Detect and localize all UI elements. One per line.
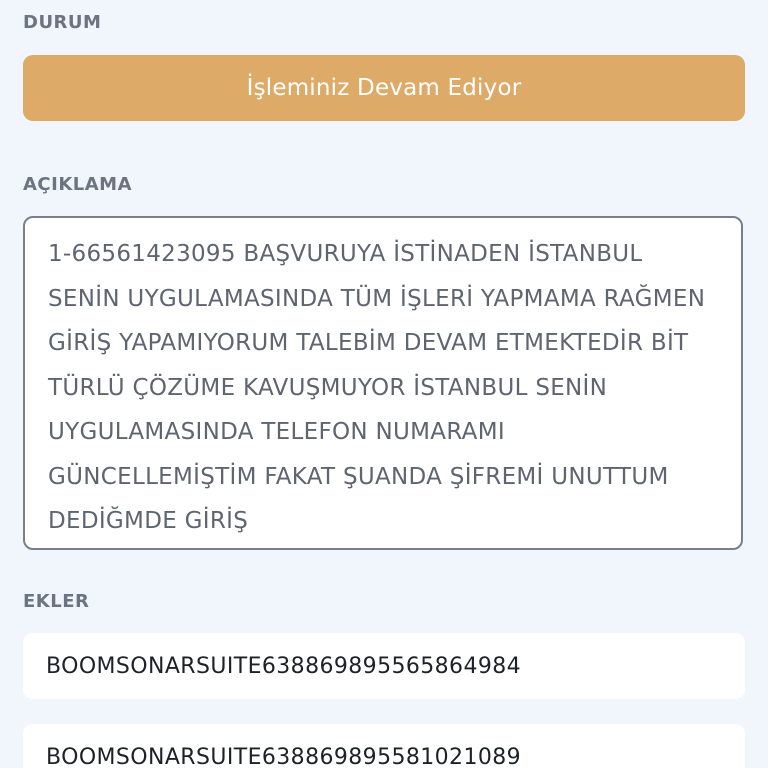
status-value: İşleminiz Devam Ediyor xyxy=(246,75,522,101)
description-section-label: AÇIKLAMA xyxy=(23,174,133,195)
attachment-name: BOOMSONARSUITE638869895581021089 xyxy=(46,744,522,768)
description-textarea[interactable] xyxy=(23,216,743,550)
attachment-item[interactable] xyxy=(23,724,745,768)
attachments-section-label: EKLER xyxy=(23,591,90,612)
status-badge xyxy=(23,55,745,121)
status-section-label: DURUM xyxy=(23,12,102,33)
attachment-name: BOOMSONARSUITE638869895565864984 xyxy=(46,653,522,679)
attachment-item[interactable] xyxy=(23,633,745,699)
description-text: 1-66561423095 BAŞVURUYA İSTİNADEN İSTANBUL SENİN UYGULAMASINDA TÜM İŞLERİ YAPMAMA RAĞMEN GİRİŞ YAPAMIYORUM TALEBİM DEVAM ETMEKTEDİR BİT TÜRLÜ ÇÖZÜME KAVUŞMUYOR İSTANBUL SENİN UYGULAMASINDA TELEFON NUMARAMI GÜNCELLEMİŞTİM FAKAT ŞUANDA ŞİFREMİ UNUTTUM DEDİĞMDE GİRİŞ xyxy=(48,241,706,534)
